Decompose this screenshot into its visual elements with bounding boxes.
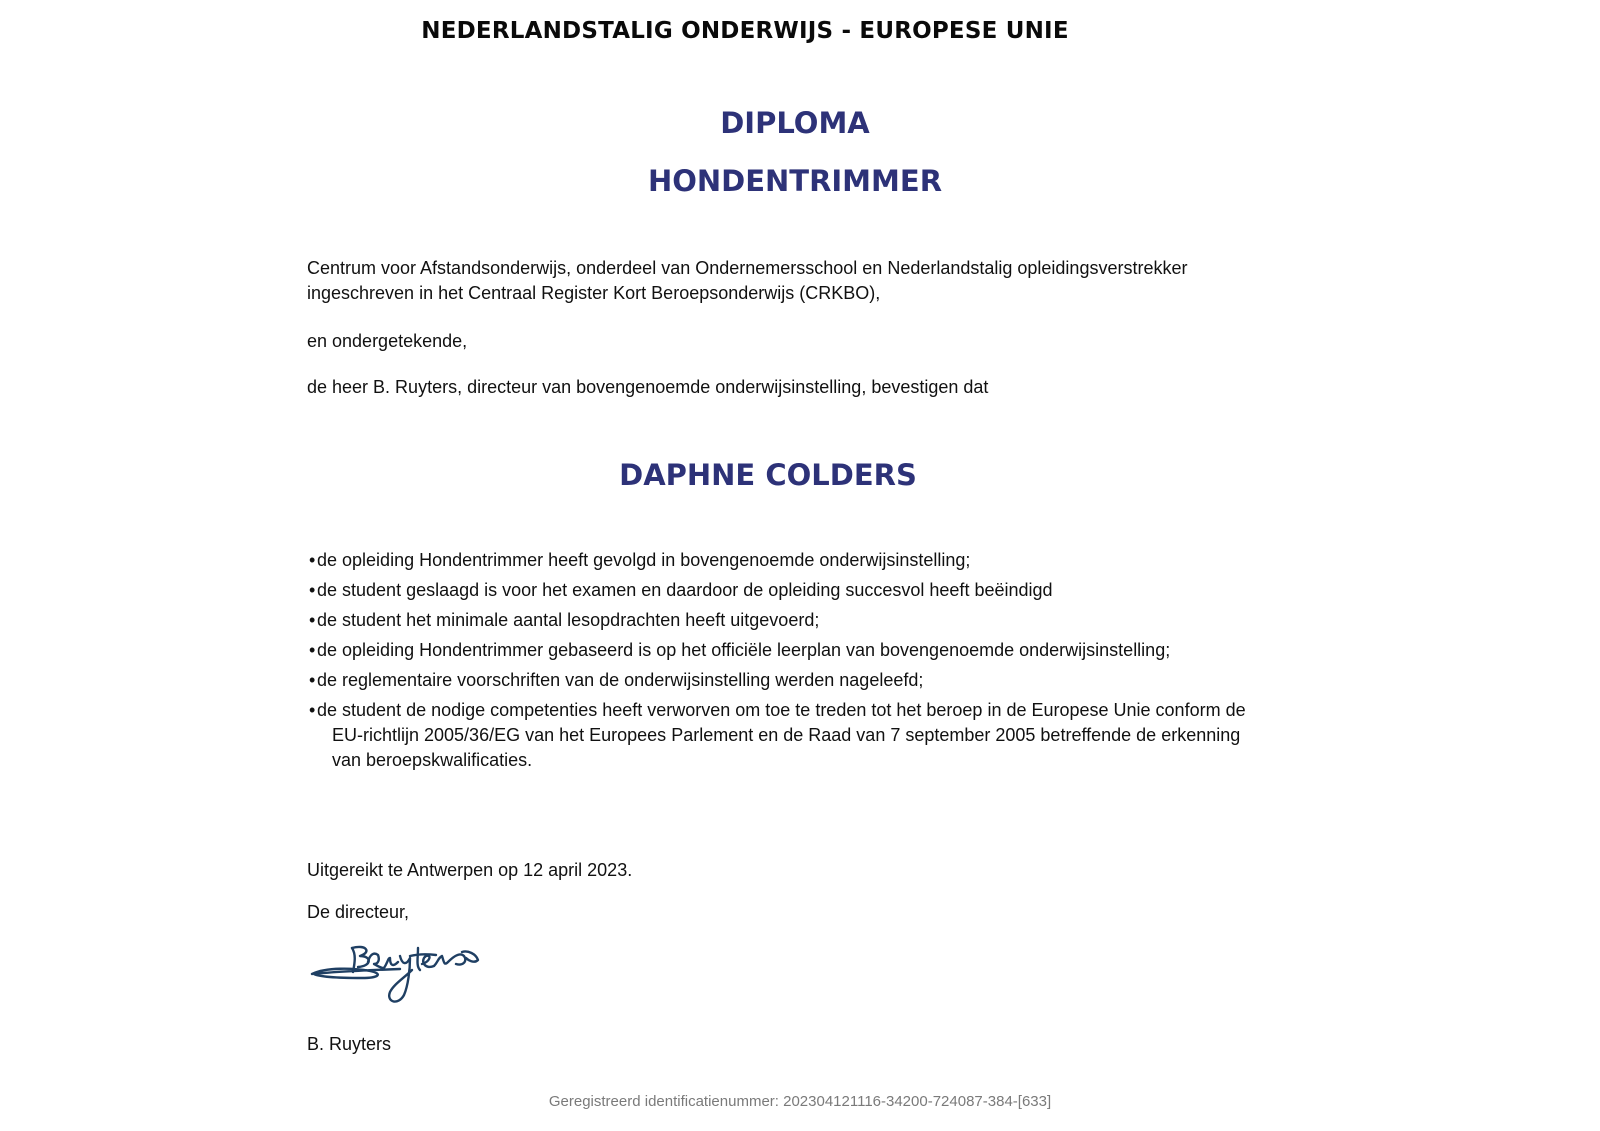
intro-line-2: ingeschreven in het Centraal Register Kort Beroepsonderwijs (CRKBO), xyxy=(307,283,881,303)
statement-item xyxy=(309,548,1269,573)
director-label: De directeur, xyxy=(307,902,410,922)
statement-item xyxy=(309,638,1269,663)
statement-item xyxy=(309,578,1269,603)
statement-text: de opleiding Hondentrimmer heeft gevolgd in bovengenoemde onderwijsinstelling; xyxy=(317,550,971,570)
intro-line-1: Centrum voor Afstandsonderwijs, onderdeel van Ondernemersschool en Nederlandstalig opleidingsverstrekker xyxy=(307,258,1188,278)
bullet-icon: • xyxy=(309,550,316,570)
statement-text: de student de nodige competenties heeft verworven om toe te treden tot het beroep in de Europese Unie conform de xyxy=(317,700,1246,720)
statement-item xyxy=(309,698,1269,773)
intro-paragraph xyxy=(307,256,1267,306)
statement-text: de student geslaagd is voor het examen en daardoor de opleiding succesvol heeft beëindigd xyxy=(317,580,1053,600)
bullet-icon: • xyxy=(309,610,316,630)
director-statement: de heer B. Ruyters, directeur van bovengenoemde onderwijsinstelling, bevestigen dat xyxy=(307,377,989,397)
signature-image xyxy=(308,940,488,1010)
statement-item xyxy=(309,608,1269,633)
diploma-subject: HONDENTRIMMER xyxy=(647,164,943,198)
student-name: DAPHNE COLDERS xyxy=(619,458,917,492)
statement-text: de student het minimale aantal lesopdrachten heeft uitgevoerd; xyxy=(317,610,820,630)
statement-text: de reglementaire voorschriften van de onderwijsinstelling werden nageleefd; xyxy=(317,670,924,690)
undersigned-paragraph: en ondergetekende, xyxy=(307,331,468,351)
bullet-icon: • xyxy=(309,640,316,660)
signer-name: B. Ruyters xyxy=(307,1034,392,1054)
statement-item xyxy=(309,668,1269,693)
document-header: NEDERLANDSTALIG ONDERWIJS - EUROPESE UNIE xyxy=(421,18,1069,44)
bullet-icon: • xyxy=(309,670,316,690)
registration-number: Geregistreerd identificatienummer: 202304121116-34200-724087-384-[633] xyxy=(548,1093,1052,1110)
statement-text: de opleiding Hondentrimmer gebaseerd is op het officiële leerplan van bovengenoemde onderwijsinstelling; xyxy=(317,640,1171,660)
diploma-title: DIPLOMA xyxy=(720,106,870,140)
bullet-icon: • xyxy=(309,700,316,720)
statement-text-continued: van beroepskwalificaties. xyxy=(332,750,533,770)
statement-text-continued: EU-richtlijn 2005/36/EG van het Europees Parlement en de Raad van 7 september 2005 betreffende de erkenning xyxy=(332,725,1241,745)
bullet-icon: • xyxy=(309,580,316,600)
issue-place-date: Uitgereikt te Antwerpen op 12 april 2023. xyxy=(307,860,633,880)
statement-list xyxy=(309,548,1269,778)
